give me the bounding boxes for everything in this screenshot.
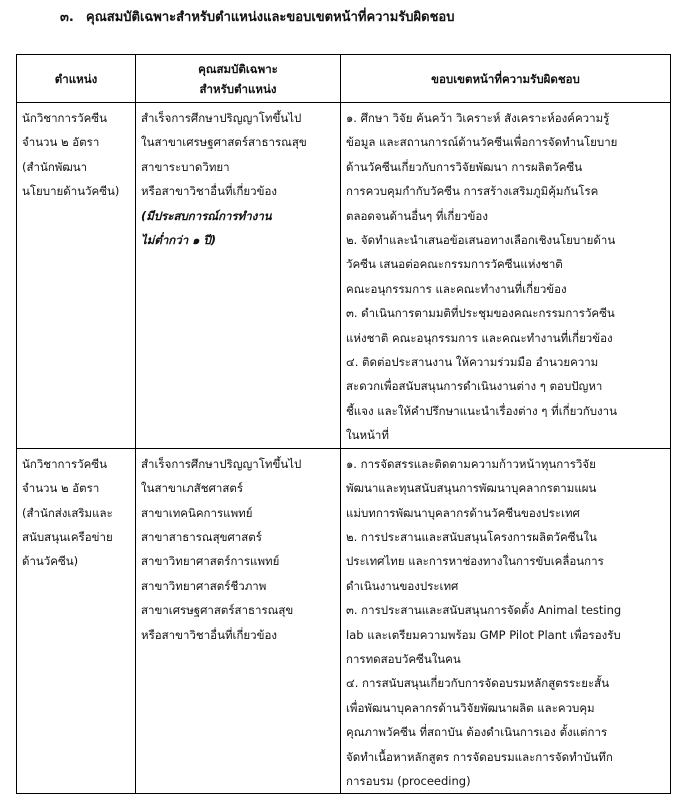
position-line: จำนวน ๒ อัตรา bbox=[22, 481, 100, 496]
qualification-line: หรือสาขาวิชาอื่นที่เกี่ยวข้อง bbox=[141, 184, 278, 199]
qualification-line: สำเร็จการศึกษาปริญญาโทขึ้นไป bbox=[141, 111, 302, 125]
scope-line: การทดสอบวัคซีนในคน bbox=[346, 651, 461, 666]
scope-line: แห่งชาติ คณะอนุกรรมการ และคณะทำงานที่เกี่ยวข้อง bbox=[346, 330, 613, 345]
header-qualification-line2: สำหรับตำแหน่ง bbox=[199, 81, 277, 96]
position-line: ด้านวัคซีน) bbox=[22, 554, 79, 569]
table-header-row bbox=[17, 55, 671, 103]
scope-line: การควบคุมกำกับวัคซีน การสร้างเสริมภูมิคุ้มกันโรค bbox=[346, 184, 599, 199]
scope-line: ๑. การจัดสรรและติดตามความก้าวหน้าทุนการวิจัย bbox=[346, 456, 596, 471]
qualification-line: สาขาเทคนิคการแพทย์ bbox=[141, 505, 253, 520]
scope-cell bbox=[341, 103, 671, 449]
header-position: ตำแหน่ง bbox=[17, 55, 136, 103]
header-qualification-line1: คุณสมบัติเฉพาะ bbox=[198, 61, 278, 76]
position-line: (สำนักพัฒนา bbox=[22, 159, 88, 174]
position-line: สนับสนุนเครือข่าย bbox=[22, 529, 113, 544]
position-cell bbox=[17, 448, 136, 794]
scope-line: ๔. การสนับสนุนเกี่ยวกับการจัดอบรมหลักสูตรระยะสั้น bbox=[346, 676, 610, 691]
experience-note: (มีประสบการณ์การทำงาน bbox=[141, 208, 272, 223]
qualification-line: สาขาระบาดวิทยา bbox=[141, 159, 230, 174]
scope-line: ๓. ดำเนินการตามมติที่ประชุมของคณะกรรมการวัคซีน bbox=[346, 306, 615, 321]
section-heading bbox=[60, 8, 660, 28]
scope-line: ชี้แจง และให้คำปรึกษาแนะนำเรื่องต่าง ๆ ที่เกี่ยวกับงาน bbox=[346, 403, 617, 418]
scope-line: การอบรม (proceeding) bbox=[346, 773, 471, 788]
scope-line: ข้อมูล และสถานการณ์ด้านวัคซีนเพื่อการจัดทำนโยบาย bbox=[346, 135, 618, 150]
position-table bbox=[16, 54, 671, 794]
scope-line: lab และเตรียมความพร้อม GMP Pilot Plant เพื่อรองรับ bbox=[346, 627, 621, 642]
scope-line: ๒. จัดทำและนำเสนอข้อเสนอทางเลือกเชิงนโยบายด้าน bbox=[346, 233, 616, 248]
scope-line: ๑. ศึกษา วิจัย ค้นคว้า วิเคราะห์ สังเคราะห์องค์ความรู้ bbox=[346, 111, 610, 125]
scope-line: สะดวกเพื่อสนับสนุนการดำเนินงานต่าง ๆ ตอบปัญหา bbox=[346, 379, 603, 394]
scope-line: คณะอนุกรรมการ และคณะทำงานที่เกี่ยวข้อง bbox=[346, 281, 567, 296]
header-qualification bbox=[136, 55, 341, 103]
qualification-line: สาขาวิทยาศาสตร์ชีวภาพ bbox=[141, 578, 267, 593]
scope-line: ๔. ติดต่อประสานงาน ให้ความร่วมมือ อำนวยความ bbox=[346, 355, 599, 370]
scope-line: ด้านวัคซีนเกี่ยวกับการวิจัยพัฒนา การผลิตวัคซีน bbox=[346, 159, 583, 174]
position-line: นักวิชาการวัคซีน bbox=[22, 111, 107, 125]
table-row bbox=[17, 448, 671, 794]
qualification-line: ในสาขาเศรษฐศาสตร์สาธารณสุข bbox=[141, 135, 307, 150]
qualification-line: ในสาขาเภสัชศาสตร์ bbox=[141, 481, 244, 496]
section-number: ๓. bbox=[60, 10, 74, 25]
experience-note: ไม่ต่ำกว่า ๑ ปี) bbox=[141, 233, 217, 248]
scope-cell bbox=[341, 448, 671, 794]
qualification-line: สาขาเศรษฐศาสตร์สาธารณสุข bbox=[141, 603, 294, 618]
position-line: จำนวน ๒ อัตรา bbox=[22, 135, 100, 150]
table-row bbox=[17, 103, 671, 449]
scope-line: คุณภาพวัคซีน ที่สถาบัน ต้องดำเนินการเอง ตั้งแต่การ bbox=[346, 725, 608, 740]
scope-line: ประเทศไทย และการหาช่องทางในการขับเคลื่อนการ bbox=[346, 554, 604, 569]
position-line: นักวิชาการวัคซีน bbox=[22, 456, 107, 471]
position-line: (สำนักส่งเสริมและ bbox=[22, 505, 113, 520]
scope-line: ๓. การประสานและสนับสนุนการจัดตั้ง Animal testing bbox=[346, 603, 622, 618]
scope-line: ในหน้าที่ bbox=[346, 428, 389, 443]
position-line: นโยบายด้านวัคซีน) bbox=[22, 184, 120, 199]
qualification-line: หรือสาขาวิชาอื่นที่เกี่ยวข้อง bbox=[141, 627, 278, 642]
scope-line: ตลอดจนด้านอื่นๆ ที่เกี่ยวข้อง bbox=[346, 208, 488, 223]
scope-line: พัฒนาและทุนสนับสนุนการพัฒนาบุคลากรตามแผน bbox=[346, 481, 597, 496]
scope-line: ดำเนินงานของประเทศ bbox=[346, 578, 459, 593]
qualification-cell bbox=[136, 448, 341, 794]
scope-line: เพื่อพัฒนาบุคลากรด้านวิจัยพัฒนาผลิต และควบคุม bbox=[346, 700, 595, 715]
scope-line: แม่บทการพัฒนาบุคลากรด้านวัคซีนของประเทศ bbox=[346, 505, 580, 520]
scope-line: วัคซีน เสนอต่อคณะกรรมการวัคซีนแห่งชาติ bbox=[346, 257, 563, 272]
section-title: คุณสมบัติเฉพาะสำหรับตำแหน่งและขอบเขตหน้าที่ความรับผิดชอบ bbox=[86, 10, 455, 25]
header-scope: ขอบเขตหน้าที่ความรับผิดชอบ bbox=[341, 55, 671, 103]
scope-line: ๒. การประสานและสนับสนุนโครงการผลิตวัคซีนใน bbox=[346, 529, 597, 544]
qualification-line: สำเร็จการศึกษาปริญญาโทขึ้นไป bbox=[141, 456, 302, 471]
qualification-line: สาขาวิทยาศาสตร์การแพทย์ bbox=[141, 554, 280, 569]
qualification-cell bbox=[136, 103, 341, 449]
qualification-line: สาขาสาธารณสุขศาสตร์ bbox=[141, 529, 262, 544]
scope-line: จัดทำเนื้อหาหลักสูตร การจัดอบรมและการจัดทำบันทึก bbox=[346, 749, 613, 764]
position-cell bbox=[17, 103, 136, 449]
